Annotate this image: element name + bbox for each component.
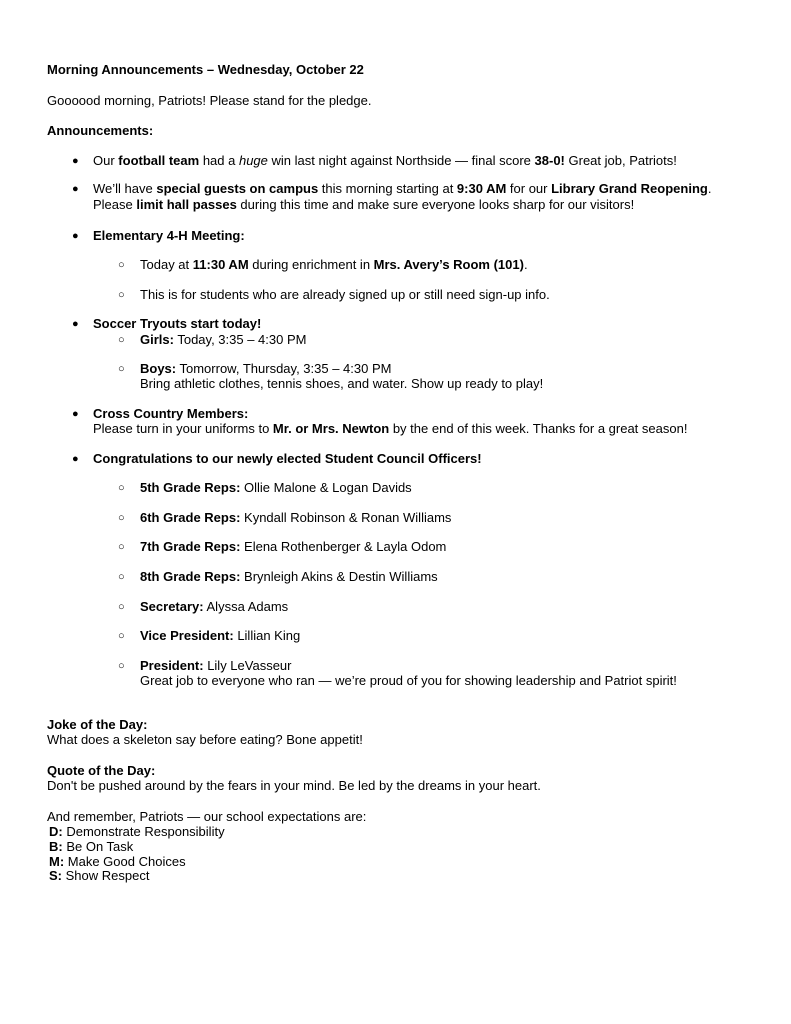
sub-bullet-icon: ○: [118, 630, 125, 642]
list-item-xc-cont: [93, 421, 687, 437]
text-segment: Tomorrow, Thursday, 3:35 – 4:30 PM: [176, 361, 392, 376]
sub-bullet-icon: ○: [118, 334, 125, 346]
expectation-item: [49, 839, 133, 855]
quote-text: Don't be pushed around by the fears in your mind. Be led by the dreams in your heart.: [47, 778, 541, 793]
sub-list-item-pres-cont: [140, 673, 677, 689]
sub-bullet-icon: ○: [118, 289, 125, 301]
bullet-icon: ●: [72, 155, 79, 167]
text-segment: Soccer Tryouts start today!: [93, 316, 262, 331]
bullet-icon: ●: [72, 230, 79, 242]
text-segment: Boys:: [140, 361, 177, 376]
text-segment: Mr. or Mrs. Newton: [272, 421, 390, 436]
quote-heading: Quote of the Day:: [47, 763, 156, 778]
text-segment: by the end of this week. Thanks for a great season!: [389, 421, 688, 436]
text-segment: special guests on campus: [156, 181, 319, 196]
sub-bullet-icon: ○: [118, 541, 125, 553]
text-segment: during enrichment in: [248, 257, 374, 272]
text-segment: 5th Grade Reps:: [140, 480, 241, 495]
text-segment: Lily LeVasseur: [203, 658, 292, 673]
text-segment: Congratulations to our newly elected Student Council Officers!: [93, 451, 482, 466]
sub-list-item-g7: [140, 539, 446, 555]
text-segment: 38-0!: [534, 153, 565, 168]
expectation-text: Show Respect: [62, 868, 150, 883]
text-segment: Elementary 4-H Meeting:: [93, 228, 245, 243]
joke-text: What does a skeleton say before eating? Bone appetit!: [47, 732, 363, 747]
text-segment: 6th Grade Reps:: [140, 510, 241, 525]
sub-bullet-icon: ○: [118, 482, 125, 494]
text-segment: during this time and make sure everyone looks sharp for our visitors!: [236, 197, 635, 212]
text-segment: for our: [506, 181, 552, 196]
text-segment: Our: [93, 153, 119, 168]
sub-bullet-icon: ○: [118, 363, 125, 375]
expectation-item: [49, 868, 149, 884]
text-segment: Kyndall Robinson & Ronan Williams: [240, 510, 452, 525]
list-item-xc: [93, 406, 248, 422]
text-segment: Great job, Patriots!: [564, 153, 677, 168]
bullet-icon: ●: [72, 318, 79, 330]
text-segment: We’ll have: [93, 181, 157, 196]
text-segment: This is for students who are already signed up or still need sign-up info.: [140, 287, 550, 302]
list-item-guests-cont: [93, 197, 634, 213]
expectation-item: [49, 824, 225, 840]
list-item-football: [93, 153, 677, 169]
expectation-letter: M:: [49, 854, 65, 869]
expectation-letter: B:: [49, 839, 63, 854]
text-segment: had a: [199, 153, 239, 168]
sub-list-item-boys: [140, 361, 391, 377]
text-segment: President:: [140, 658, 204, 673]
expectation-text: Be On Task: [62, 839, 134, 854]
text-segment: Secretary:: [140, 599, 204, 614]
sub-bullet-icon: ○: [118, 660, 125, 672]
sub-bullet-icon: ○: [118, 571, 125, 583]
sub-bullet-icon: ○: [118, 259, 125, 271]
page-title: Morning Announcements – Wednesday, October 22: [47, 62, 364, 77]
joke-heading: Joke of the Day:: [47, 717, 148, 732]
text-segment: Today, 3:35 – 4:30 PM: [173, 332, 307, 347]
text-segment: .: [707, 181, 712, 196]
list-item-soccer: [93, 316, 261, 332]
expectation-text: Demonstrate Responsibility: [62, 824, 225, 839]
expectation-letter: D:: [49, 824, 63, 839]
text-segment: Mrs. Avery’s Room (101): [373, 257, 524, 272]
sub-list-item-vp: [140, 628, 300, 644]
sub-list-item-sec: [140, 599, 288, 615]
sub-list-item-boys-cont: [140, 376, 543, 392]
text-segment: limit hall passes: [136, 197, 237, 212]
text-segment: Girls:: [140, 332, 174, 347]
bullet-icon: ●: [72, 453, 79, 465]
text-segment: Lillian King: [233, 628, 301, 643]
text-segment: Today at: [140, 257, 193, 272]
text-segment: football team: [118, 153, 200, 168]
text-segment: Bring athletic clothes, tennis shoes, and water. Show up ready to play!: [140, 376, 544, 391]
sub-list-item-g6: [140, 510, 451, 526]
text-segment: .: [523, 257, 528, 272]
announcements-heading: Announcements:: [47, 123, 154, 138]
sub-list-item-4h-info: [140, 287, 550, 303]
text-segment: Elena Rothenberger & Layla Odom: [240, 539, 447, 554]
text-segment: this morning starting at: [318, 181, 457, 196]
sub-list-item-girls: [140, 332, 306, 348]
expectation-letter: S:: [49, 868, 62, 883]
text-segment: Please: [93, 197, 137, 212]
expectations-intro: And remember, Patriots — our school expectations are:: [47, 809, 367, 824]
sub-list-item-4h-time: [140, 257, 528, 273]
list-item-guests: [93, 181, 711, 197]
bullet-icon: ●: [72, 408, 79, 420]
text-segment: 11:30 AM: [192, 257, 249, 272]
text-segment: huge: [238, 153, 268, 168]
text-segment: Please turn in your uniforms to: [93, 421, 273, 436]
list-item-council: [93, 451, 482, 467]
text-segment: Vice President:: [140, 628, 234, 643]
text-segment: 7th Grade Reps:: [140, 539, 241, 554]
sub-bullet-icon: ○: [118, 601, 125, 613]
text-segment: Great job to everyone who ran — we’re proud of you for showing leadership and Patriot spirit!: [140, 673, 677, 688]
list-item-4h: [93, 228, 245, 244]
text-segment: Library Grand Reopening: [551, 181, 708, 196]
text-segment: Ollie Malone & Logan Davids: [240, 480, 412, 495]
sub-bullet-icon: ○: [118, 512, 125, 524]
text-segment: 8th Grade Reps:: [140, 569, 241, 584]
text-segment: Alyssa Adams: [203, 599, 289, 614]
bullet-icon: ●: [72, 183, 79, 195]
text-segment: 9:30 AM: [456, 181, 507, 196]
text-segment: win last night against Northside — final score: [267, 153, 535, 168]
text-segment: Brynleigh Akins & Destin Williams: [240, 569, 438, 584]
sub-list-item-g8: [140, 569, 438, 585]
expectation-text: Make Good Choices: [64, 854, 186, 869]
greeting: Goooood morning, Patriots! Please stand for the pledge.: [47, 93, 372, 108]
sub-list-item-g5: [140, 480, 412, 496]
text-segment: Cross Country Members:: [93, 406, 249, 421]
sub-list-item-pres: [140, 658, 292, 674]
